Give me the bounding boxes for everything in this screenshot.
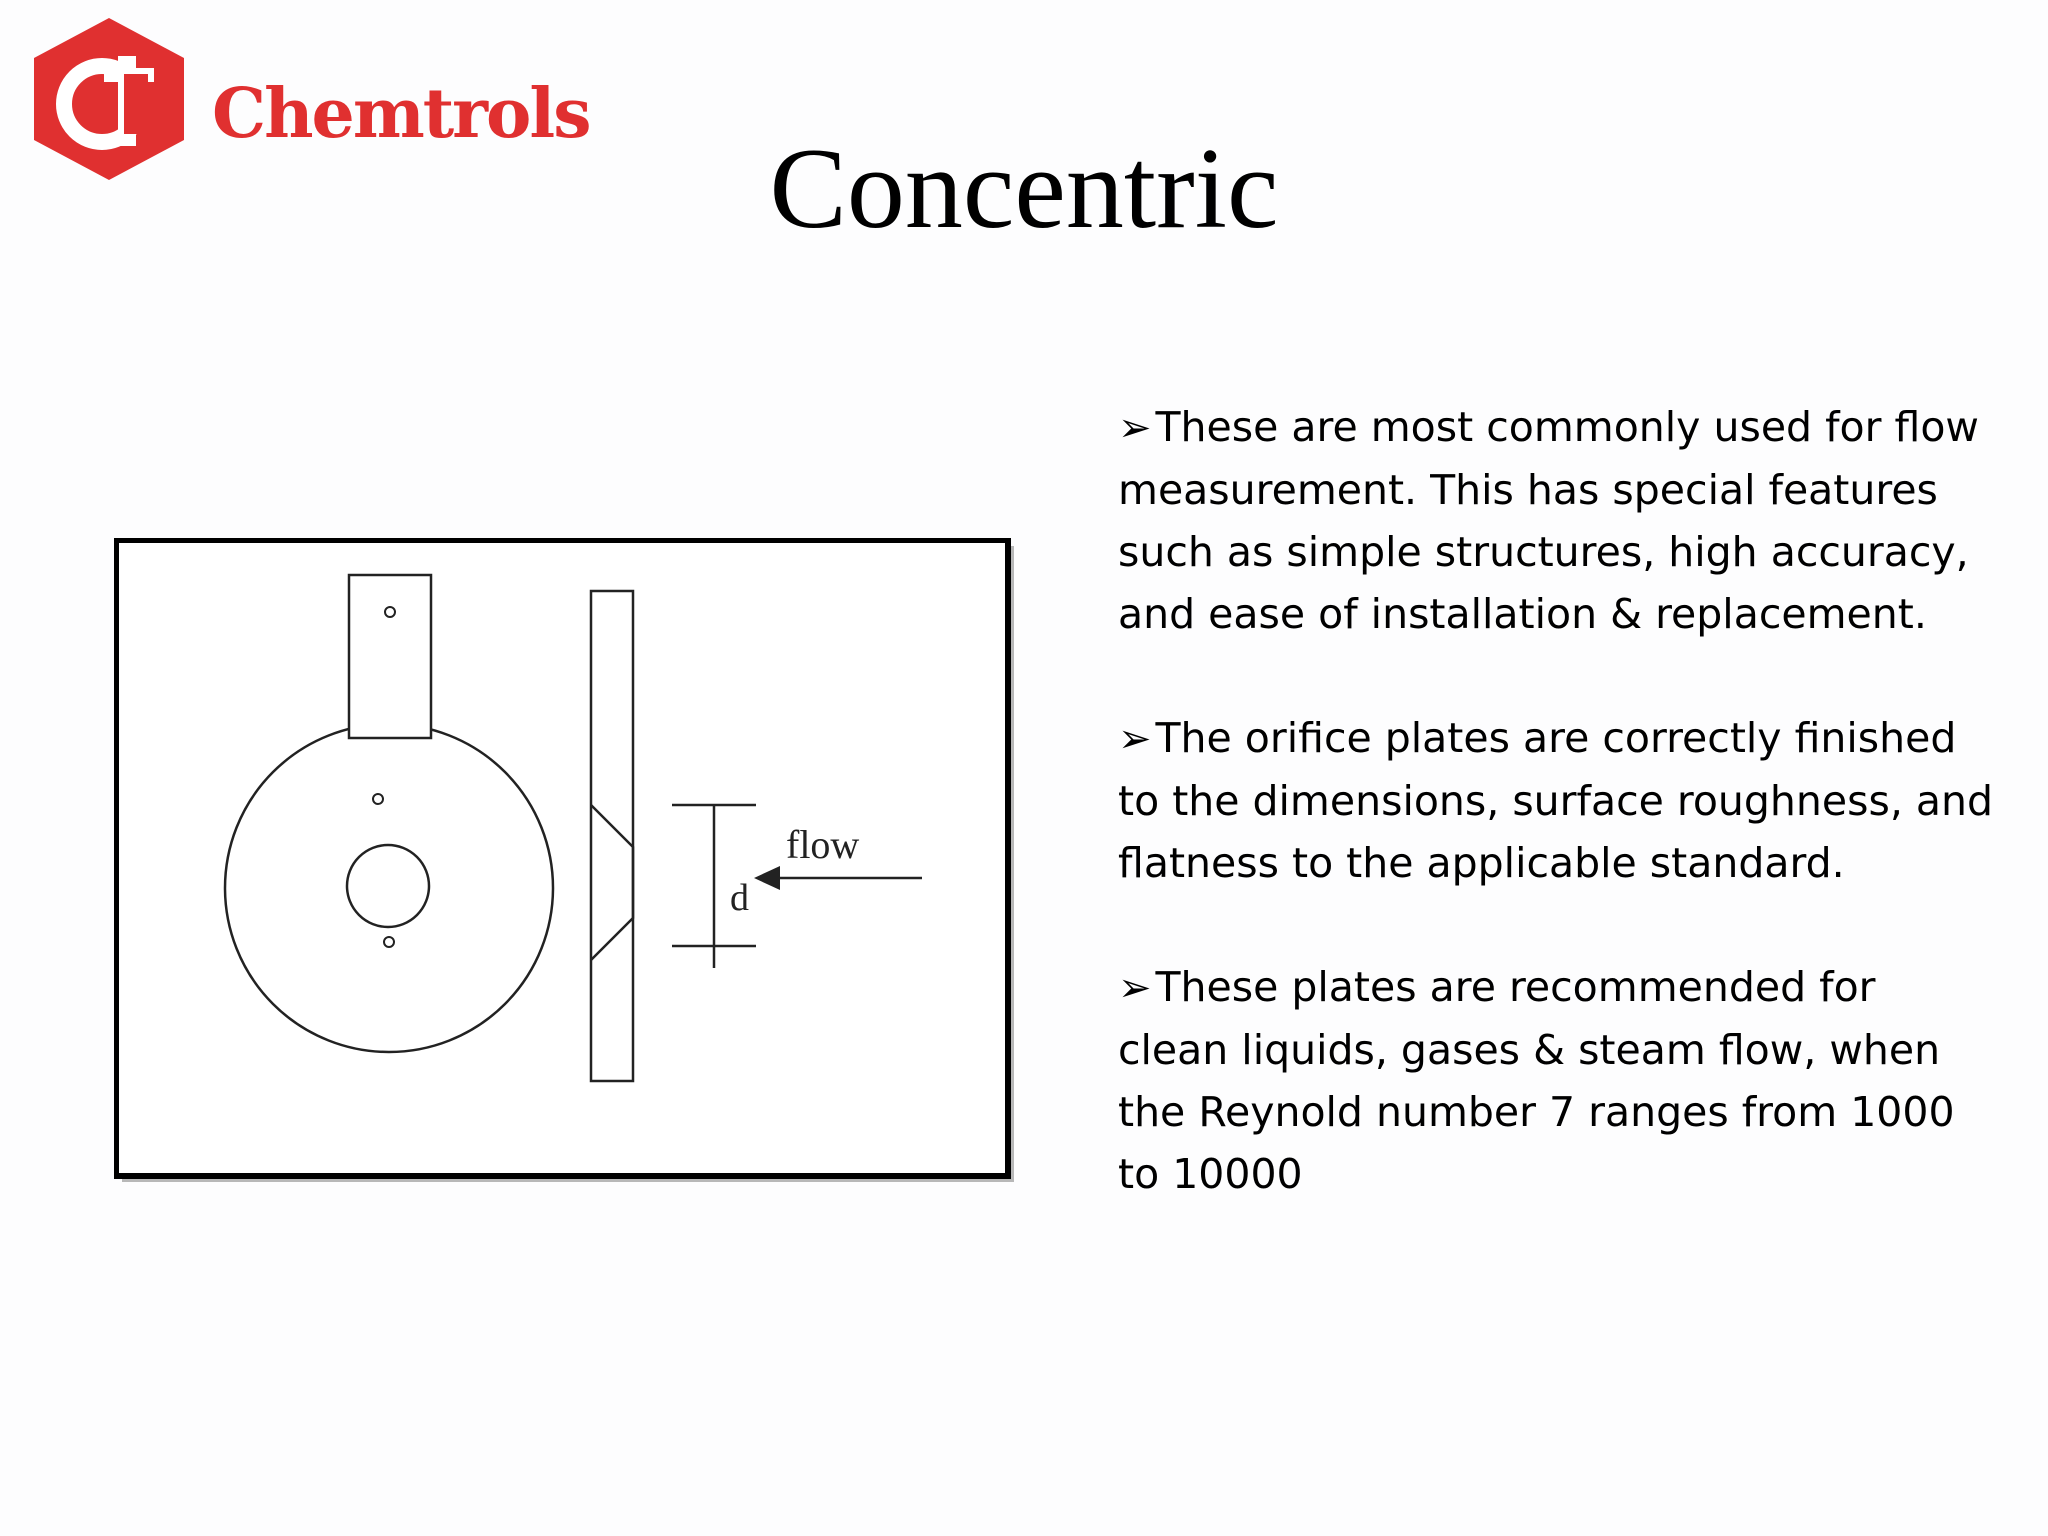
bullet-item-3 [1118,956,1998,1205]
plate-upper-hole [373,794,383,804]
flow-label: flow [786,822,860,867]
slide-title: Concentric [769,125,1279,253]
bullet-item-2 [1118,707,1998,894]
bullet-list [1118,396,1998,1267]
bullet-text: The orifice plates are correctly finished to the dimensions, surface roughness, and flatness to the applicable standard. [1118,714,1994,887]
plate-side-view [591,591,633,1081]
bullet-arrow-icon: ➢ [1118,405,1152,451]
plate-lower-hole [384,937,394,947]
bullet-arrow-icon: ➢ [1118,965,1152,1011]
plate-handle [349,575,431,738]
bullet-text: These plates are recommended for clean liquids, gases & steam flow, when the Reynold number 7 ranges from 1000 to 10000 [1118,963,1955,1198]
diameter-label: d [730,877,749,919]
handle-hole [385,607,395,617]
logo-wordmark: Chemtrols [212,74,590,154]
bullet-text: These are most commonly used for flow measurement. This has special features such as simple structures, high accuracy, and ease of installation & replacement. [1118,403,1979,638]
bullet-arrow-icon: ➢ [1118,716,1152,762]
orifice-plate-diagram [114,538,1020,1186]
bullet-item-1 [1118,396,1998,645]
orifice-bore [347,845,429,927]
